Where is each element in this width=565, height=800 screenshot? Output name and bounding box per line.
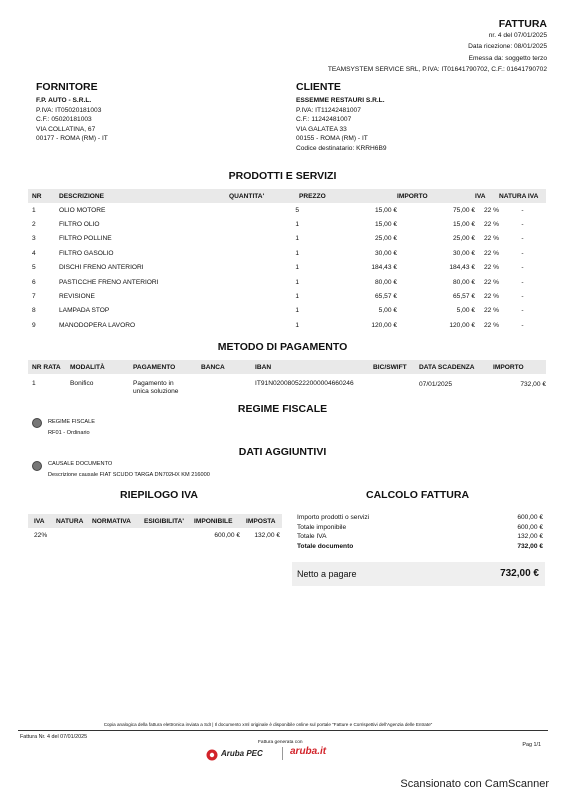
- product-amount: 120,00 €: [449, 321, 475, 329]
- product-price: 184,43 €: [371, 264, 397, 272]
- product-row: [32, 217, 546, 231]
- product-vat: 22 %: [483, 249, 499, 257]
- payment-title: METODO DI PAGAMENTO: [217, 341, 348, 353]
- product-amount: 65,57 €: [453, 293, 475, 301]
- product-nr: 3: [32, 235, 36, 243]
- product-vat-nature: -: [521, 249, 524, 257]
- col-taxable: IMPONIBILE: [194, 517, 233, 525]
- product-amount: 25,00 €: [453, 235, 475, 243]
- customer-code: Codice destinatario: KRRH6B9: [296, 144, 387, 152]
- product-quantity: 1: [295, 321, 299, 329]
- invoice-number: nr. 4 del 07/01/2025: [488, 32, 547, 39]
- col-nature: NATURA: [56, 517, 84, 525]
- product-nr: 4: [32, 249, 36, 257]
- product-price: 15,00 €: [375, 206, 397, 214]
- product-description: FILTRO GASOLIO: [59, 249, 114, 257]
- product-description: FILTRO OLIO: [59, 221, 100, 229]
- footer-divider: [18, 730, 548, 731]
- product-nr: 2: [32, 221, 36, 229]
- extra-title: DATI AGGIUNTIVI: [238, 446, 327, 458]
- product-vat: 22 %: [483, 235, 499, 243]
- col-nr: NR: [32, 192, 42, 200]
- col-iban: IBAN: [255, 363, 272, 371]
- payment-method: Pagamento in unica soluzione: [133, 380, 179, 395]
- calc-line-value: 732,00 €: [517, 543, 543, 551]
- camscanner-watermark: Scansionato con CamScanner: [400, 778, 549, 790]
- product-price: 120,00 €: [371, 321, 397, 329]
- vat-taxable: 600,00 €: [214, 532, 240, 539]
- product-quantity: 1: [295, 235, 299, 243]
- supplier-cf: C.F.: 05020181003: [36, 116, 92, 124]
- calc-line: [297, 542, 543, 552]
- product-price: 5,00 €: [378, 307, 397, 315]
- supplier-heading: FORNITORE: [36, 81, 98, 93]
- product-nr: 6: [32, 278, 36, 286]
- col-price: PREZZO: [299, 192, 326, 200]
- supplier-city: 00177 - ROMA (RM) - IT: [36, 135, 108, 143]
- customer-piva: P.IVA: IT11242481007: [296, 106, 361, 114]
- calc-line-label: Totale imponibile: [297, 523, 347, 531]
- calc-line-value: 600,00 €: [517, 514, 543, 522]
- product-description: FILTRO POLLINE: [59, 235, 112, 243]
- product-vat-nature: -: [521, 321, 524, 329]
- supplier-block: [36, 81, 108, 144]
- product-row: [32, 318, 546, 332]
- product-row: [32, 289, 546, 303]
- product-price: 65,57 €: [375, 293, 397, 301]
- vat-summary-table: [34, 514, 280, 546]
- product-vat: 22 %: [483, 206, 499, 214]
- product-vat-nature: -: [521, 264, 524, 272]
- aruba-logo-icon: [206, 748, 218, 760]
- payment-bic: [373, 374, 419, 395]
- brand-divider: [282, 747, 283, 760]
- payment-header-row: [32, 360, 546, 374]
- product-vat-nature: -: [521, 293, 524, 301]
- product-amount: 80,00 €: [453, 278, 475, 286]
- vat-exigibility: [144, 528, 194, 546]
- product-vat: 22 %: [483, 278, 499, 286]
- product-vat-nature: -: [521, 221, 524, 229]
- product-quantity: 1: [295, 221, 299, 229]
- net-pay-label: Netto a pagare: [297, 569, 357, 579]
- products-title: PRODOTTI E SERVIZI: [228, 170, 337, 182]
- net-pay-value: 732,00 €: [500, 568, 539, 579]
- product-nr: 8: [32, 307, 36, 315]
- col-vat-nature: NATURA IVA: [499, 192, 539, 200]
- product-description: PASTICCHE FRENO ANTERIORI: [59, 278, 159, 286]
- product-row: [32, 232, 546, 246]
- reception-date: Data ricezione: 08/01/2025: [468, 43, 547, 50]
- aruba-pec-brand: Aruba PEC: [221, 749, 263, 758]
- product-vat: 22 %: [483, 321, 499, 329]
- vat-regulation: [92, 528, 144, 546]
- footer-ref: Fattura Nr. 4 del 07/01/2025: [20, 734, 88, 740]
- calc-line-value: 132,00 €: [517, 533, 543, 541]
- product-nr: 7: [32, 293, 36, 301]
- payment-due: 07/01/2025: [419, 381, 453, 388]
- calc-line: [297, 532, 543, 542]
- product-row: [32, 261, 546, 275]
- product-quantity: 5: [295, 206, 299, 214]
- customer-heading: CLIENTE: [296, 81, 341, 93]
- calc-title: CALCOLO FATTURA: [366, 489, 470, 501]
- vat-rate: 22%: [34, 532, 48, 539]
- calc-line-label: Totale documento: [297, 543, 354, 551]
- calc-line-value: 600,00 €: [517, 523, 543, 531]
- invoice-title: FATTURA: [498, 18, 547, 30]
- third-party: TEAMSYSTEM SERVICE SRL, P.IVA: IT01641790702, C.F.: 01641790702: [327, 66, 547, 73]
- vat-row: [34, 528, 280, 546]
- product-description: LAMPADA STOP: [59, 307, 110, 315]
- product-vat: 22 %: [483, 221, 499, 229]
- customer-address: VIA GALATEA 33: [296, 125, 347, 133]
- product-nr: 5: [32, 264, 36, 272]
- product-vat-nature: -: [521, 235, 524, 243]
- product-price: 30,00 €: [375, 249, 397, 257]
- supplier-piva: P.IVA: IT05020181003: [36, 106, 102, 114]
- product-price: 80,00 €: [375, 278, 397, 286]
- product-quantity: 1: [295, 264, 299, 272]
- fiscal-value: RF01 - Ordinario: [48, 430, 90, 436]
- product-quantity: 1: [295, 307, 299, 315]
- footer-page: Pag 1/1: [522, 742, 541, 748]
- col-payment: PAGAMENTO: [133, 363, 176, 371]
- payment-amount: 732,00 €: [520, 381, 546, 388]
- product-nr: 1: [32, 206, 36, 214]
- vat-summary-title: RIEPILOGO IVA: [120, 489, 198, 501]
- col-vat: IVA: [475, 192, 486, 200]
- col-bank: BANCA: [201, 363, 225, 371]
- supplier-name: F.P. AUTO - S.R.L.: [36, 97, 92, 104]
- products-table: [32, 189, 546, 333]
- product-vat: 22 %: [483, 307, 499, 315]
- fiscal-label: REGIME FISCALE: [48, 419, 95, 425]
- vat-nature: [56, 528, 92, 546]
- product-quantity: 1: [295, 293, 299, 301]
- product-nr: 9: [32, 321, 36, 329]
- product-price: 25,00 €: [375, 235, 397, 243]
- col-amount: IMPORTO: [397, 192, 428, 200]
- supplier-address: VIA COLLATINA, 67: [36, 125, 96, 133]
- product-amount: 5,00 €: [456, 307, 475, 315]
- payment-nr: 1: [32, 380, 36, 387]
- product-amount: 75,00 €: [453, 206, 475, 214]
- payment-row: [32, 374, 546, 395]
- product-description: OLIO MOTORE: [59, 206, 106, 214]
- product-description: MANODOPERA LAVORO: [59, 321, 136, 329]
- customer-name: ESSEMME RESTAURI S.R.L.: [296, 97, 385, 104]
- col-bic: BIC/SWIFT: [373, 363, 407, 371]
- extra-bullet-icon: [32, 461, 42, 471]
- col-mode: MODALITÀ: [70, 363, 105, 371]
- col-quantity: QUANTITA': [229, 192, 265, 200]
- net-pay-bar: [292, 562, 545, 586]
- col-vat-rate: IVA: [34, 517, 45, 525]
- product-description: DISCHI FRENO ANTERIORI: [59, 264, 144, 272]
- payment-table: [32, 360, 546, 395]
- product-row: [32, 304, 546, 318]
- product-vat: 22 %: [483, 264, 499, 272]
- customer-city: 00155 - ROMA (RM) - IT: [296, 135, 368, 143]
- extra-label: CAUSALE DOCUMENTO: [48, 461, 113, 467]
- product-vat-nature: -: [521, 307, 524, 315]
- customer-cf: C.F.: 11242481007: [296, 116, 352, 124]
- calc-line: [297, 523, 543, 533]
- product-vat: 22 %: [483, 293, 499, 301]
- product-vat-nature: -: [521, 206, 524, 214]
- customer-block: [296, 81, 387, 154]
- footer-notice: Copia analogica della fattura elettronica inviata a SdI | Il documento xml originale è disponibile online sul portale "Fatture e Corrispettivi dell'Agenzia delle Entrate": [103, 722, 433, 727]
- fiscal-bullet-icon: [32, 418, 42, 428]
- payment-iban: IT91N0200805222000004660246: [255, 380, 354, 387]
- calc-line: [297, 513, 543, 523]
- product-row: [32, 246, 546, 260]
- footer-generated: Fattura generata con: [258, 740, 303, 745]
- product-description: REVISIONE: [59, 293, 95, 301]
- product-quantity: 1: [295, 278, 299, 286]
- col-due-date: DATA SCADENZA: [419, 363, 475, 371]
- product-amount: 15,00 €: [453, 221, 475, 229]
- issued-by: Emessa da: soggetto terzo: [468, 55, 547, 62]
- col-tax: IMPOSTA: [246, 517, 276, 525]
- calc-table: [297, 513, 543, 551]
- product-amount: 30,00 €: [453, 249, 475, 257]
- product-row: [32, 275, 546, 289]
- calc-line-label: Importo prodotti o servizi: [297, 514, 370, 522]
- vat-header-row: [34, 514, 280, 528]
- product-price: 15,00 €: [375, 221, 397, 229]
- col-description: DESCRIZIONE: [59, 192, 105, 200]
- aruba-it-brand: aruba.it: [290, 746, 327, 757]
- fiscal-title: REGIME FISCALE: [237, 403, 328, 415]
- extra-value: Descrizione causale FIAT SCUDO TARGA DN702HX KM 216000: [48, 472, 210, 478]
- product-quantity: 1: [295, 249, 299, 257]
- payment-mode: Bonifico: [70, 380, 94, 387]
- payment-bank: [201, 374, 255, 395]
- calc-line-label: Totale IVA: [297, 533, 327, 541]
- product-amount: 184,43 €: [449, 264, 475, 272]
- col-payment-amount: IMPORTO: [493, 363, 524, 371]
- col-rate-nr: NR RATA: [32, 363, 61, 371]
- product-row: [32, 203, 546, 217]
- col-exigibility: ESIGIBILITA': [144, 517, 184, 525]
- product-vat-nature: -: [521, 278, 524, 286]
- products-header-row: [32, 189, 546, 203]
- vat-tax: 132,00 €: [254, 532, 280, 539]
- col-regulation: NORMATIVA: [92, 517, 131, 525]
